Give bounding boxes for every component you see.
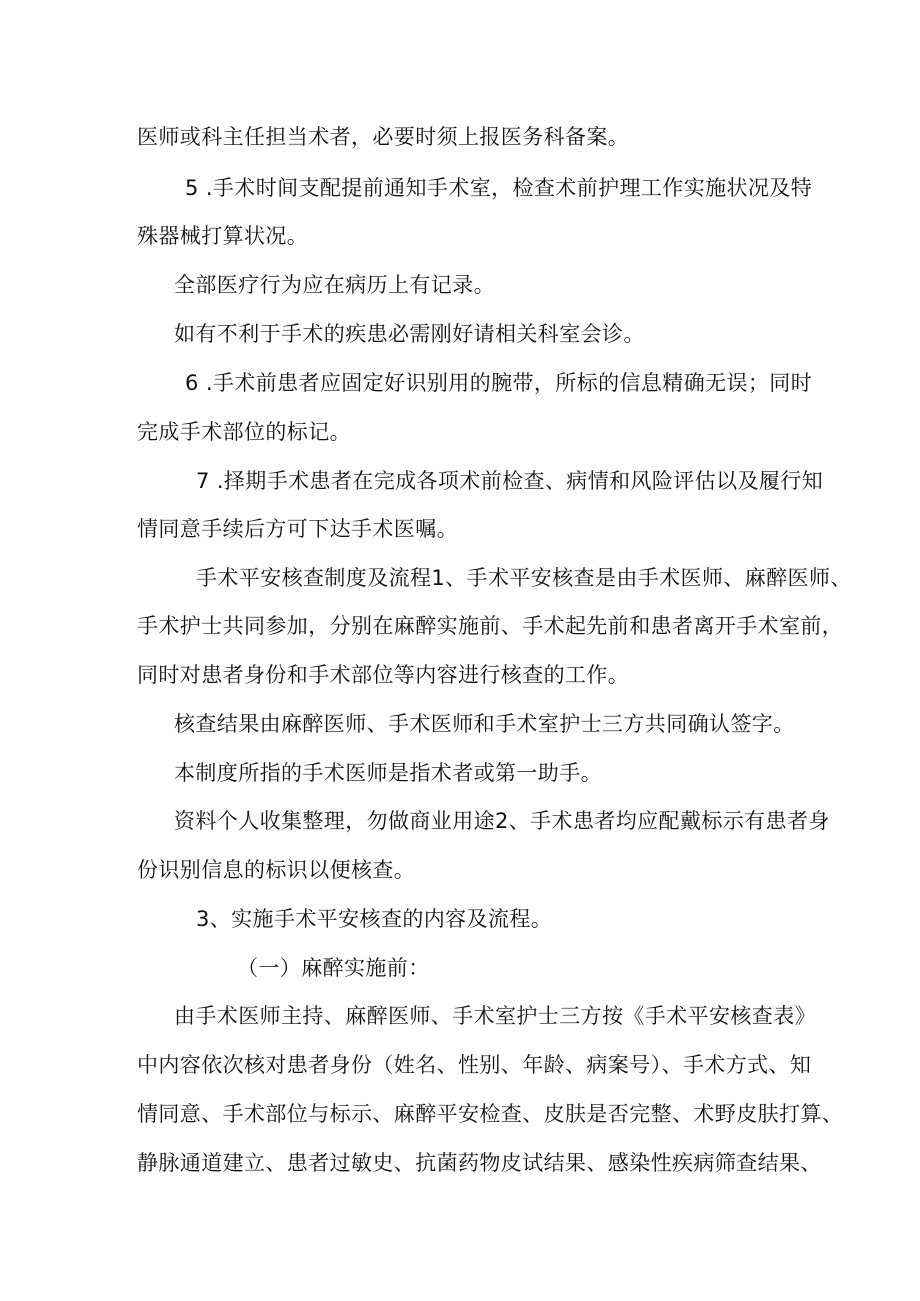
text-line: 情同意手续后方可下达手术医嘱。	[137, 517, 458, 541]
text-line: 全部医疗行为应在病历上有记录。	[174, 273, 495, 297]
text-line: 本制度所指的手术医师是指术者或第一助手。	[174, 761, 602, 785]
text-line: 5 .手术时间支配提前通知手术室，检查术前护理工作实施状况及特	[185, 176, 813, 200]
text-line: 完成手术部位的标记。	[137, 420, 351, 444]
text-line: 7 .择期手术患者在完成各项术前检查、病情和风险评估以及履行知	[196, 469, 824, 493]
text-line: 6 .手术前患者应固定好识别用的腕带，所标的信息精确无误；同时	[185, 371, 813, 395]
text-line: （一）麻醉实施前：	[237, 956, 430, 980]
text-line: 殊器械打算状况。	[137, 224, 309, 248]
text-line: 情同意、手术部位与标示、麻醉平安检查、皮肤是否完整、术野皮肤打算、	[137, 1102, 844, 1126]
text-line: 同时对患者身份和手术部位等内容进行核查的工作。	[137, 663, 630, 687]
text-line: 静脉通道建立、患者过敏史、抗菌药物皮试结果、感染性疾病筛查结果、	[137, 1151, 822, 1175]
text-line: 如有不利于手术的疾患必需刚好请相关科室会诊。	[174, 322, 645, 346]
text-line: 3、实施手术平安核查的内容及流程。	[196, 907, 553, 931]
text-line: 由手术医师主持、麻醉医师、手术室护士三方按《手术平安核查表》	[174, 1004, 816, 1028]
text-line: 份识别信息的标识以便核查。	[137, 858, 416, 882]
text-line: 手术护士共同参加，分别在麻醉实施前、手术起先前和患者离开手术室前，	[137, 614, 844, 638]
text-line: 中内容依次核对患者身份（姓名、性别、年龄、病案号）、手术方式、知	[137, 1053, 812, 1077]
text-line: 手术平安核查制度及流程1、手术平安核查是由手术医师、麻醉医师、	[196, 566, 852, 590]
text-line: 资料个人收集整理，勿做商业用途2、手术患者均应配戴标示有患者身	[174, 809, 830, 833]
text-line: 医师或科主任担当术者，必要时须上报医务科备案。	[137, 125, 630, 149]
text-line: 核查结果由麻醉医师、手术医师和手术室护士三方共同确认签字。	[174, 712, 795, 736]
